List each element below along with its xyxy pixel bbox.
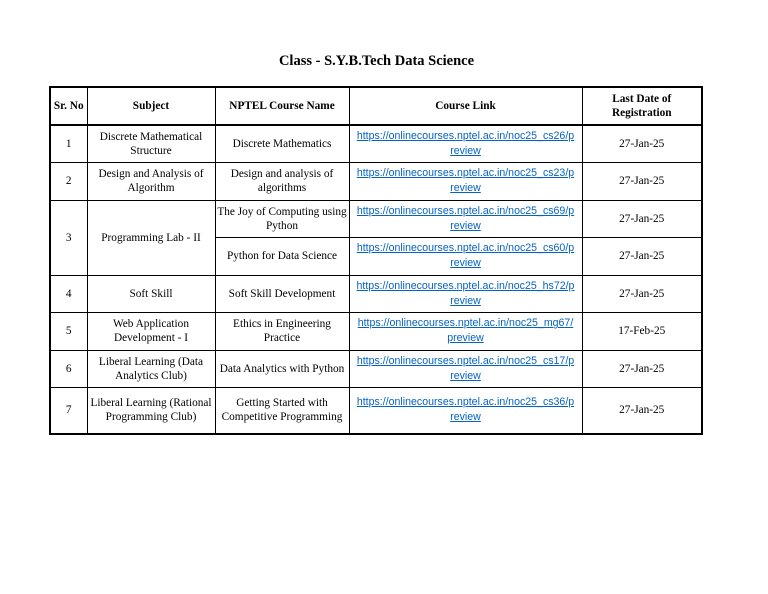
last-date-cell: 27-Jan-25 xyxy=(582,125,702,163)
last-date-cell: 27-Jan-25 xyxy=(582,388,702,434)
course-link[interactable] xyxy=(357,242,574,269)
course-name-cell: Design and analysis of algorithms xyxy=(215,163,349,201)
subject-cell: Soft Skill xyxy=(87,275,215,313)
course-link-line1: https://onlinecourses.nptel.ac.in/noc25_cs69/p xyxy=(356,204,575,217)
last-date-cell: 27-Jan-25 xyxy=(582,275,702,313)
sr-no-cell: 4 xyxy=(50,275,87,313)
course-link-cell xyxy=(349,350,582,388)
table-row xyxy=(50,313,702,351)
header-course-link: Course Link xyxy=(349,87,582,125)
last-date-cell: 27-Jan-25 xyxy=(582,200,702,238)
course-name-cell: Data Analytics with Python xyxy=(215,350,349,388)
course-link-line2: review xyxy=(450,219,481,232)
table-row xyxy=(50,163,702,201)
page-title: Class - S.Y.B.Tech Data Science xyxy=(278,53,475,69)
header-course-name: NPTEL Course Name xyxy=(215,87,349,125)
course-link-line1: https://onlinecourses.nptel.ac.in/noc25_cs26/p xyxy=(356,130,575,142)
table-row xyxy=(50,388,702,434)
course-link-line2: review xyxy=(450,369,481,382)
subject-cell: Web Application Development - I xyxy=(87,313,215,351)
course-link[interactable] xyxy=(357,280,575,307)
course-link-line1: https://onlinecourses.nptel.ac.in/noc25_cs17/p xyxy=(356,354,575,367)
course-link[interactable] xyxy=(357,205,574,232)
course-link-cell xyxy=(349,200,582,238)
course-link[interactable] xyxy=(357,355,574,382)
course-name-cell: Discrete Mathematics xyxy=(215,125,349,163)
course-name-cell: Getting Started with Competitive Programming xyxy=(215,388,349,434)
course-link-cell xyxy=(349,275,582,313)
last-date-cell: 27-Jan-25 xyxy=(582,163,702,201)
sr-no-cell: 3 xyxy=(50,200,87,275)
course-name-cell: Ethics in Engineering Practice xyxy=(215,313,349,351)
last-date-cell: 27-Jan-25 xyxy=(582,350,702,388)
course-link-cell xyxy=(349,238,582,276)
subject-cell: Discrete Mathematical Structure xyxy=(87,125,215,163)
course-link[interactable] xyxy=(358,317,574,344)
course-link-line2: review xyxy=(450,182,481,195)
course-link[interactable] xyxy=(357,130,574,157)
course-link-line1: https://onlinecourses.nptel.ac.in/noc25_hs72/p xyxy=(356,279,575,292)
course-link[interactable] xyxy=(357,167,574,194)
course-link-cell xyxy=(349,388,582,434)
sr-no-cell: 6 xyxy=(50,350,87,388)
course-link-line1: https://onlinecourses.nptel.ac.in/noc25_mg67/ xyxy=(357,317,574,330)
sr-no-cell: 7 xyxy=(50,388,87,434)
table-header-row xyxy=(50,87,702,125)
subject-cell: Design and Analysis of Algorithm xyxy=(87,163,215,201)
table-row xyxy=(50,125,702,163)
header-sr-no: Sr. No xyxy=(50,87,87,125)
course-link-line1: https://onlinecourses.nptel.ac.in/noc25_cs23/p xyxy=(356,167,575,180)
course-link-cell xyxy=(349,125,582,163)
header-subject: Subject xyxy=(87,87,215,125)
course-link-line1: https://onlinecourses.nptel.ac.in/noc25_cs60/p xyxy=(356,242,575,255)
course-table xyxy=(49,86,703,435)
sr-no-cell: 5 xyxy=(50,313,87,351)
course-link-cell xyxy=(349,313,582,351)
header-last-date: Last Date of Registration xyxy=(582,87,702,125)
subject-cell: Liberal Learning (Data Analytics Club) xyxy=(87,350,215,388)
sr-no-cell: 1 xyxy=(50,125,87,163)
course-link-line2: review xyxy=(450,257,481,270)
course-link-line2: review xyxy=(450,411,481,424)
table-row xyxy=(50,275,702,313)
course-link-line2: review xyxy=(450,145,481,157)
course-name-cell: The Joy of Computing using Python xyxy=(215,200,349,238)
table-row xyxy=(50,350,702,388)
subject-cell: Programming Lab - II xyxy=(87,200,215,275)
course-link-line2: preview xyxy=(447,332,484,345)
course-name-cell: Python for Data Science xyxy=(215,238,349,276)
sr-no-cell: 2 xyxy=(50,163,87,201)
subject-cell: Liberal Learning (Rational Programming Club) xyxy=(87,388,215,434)
course-link-cell xyxy=(349,163,582,201)
table-row xyxy=(50,200,702,238)
last-date-cell: 27-Jan-25 xyxy=(582,238,702,276)
course-name-cell: Soft Skill Development xyxy=(215,275,349,313)
course-link[interactable] xyxy=(357,396,574,423)
last-date-cell: 17-Feb-25 xyxy=(582,313,702,351)
course-link-line1: https://onlinecourses.nptel.ac.in/noc25_cs36/p xyxy=(356,396,575,409)
course-link-line2: review xyxy=(450,294,481,307)
